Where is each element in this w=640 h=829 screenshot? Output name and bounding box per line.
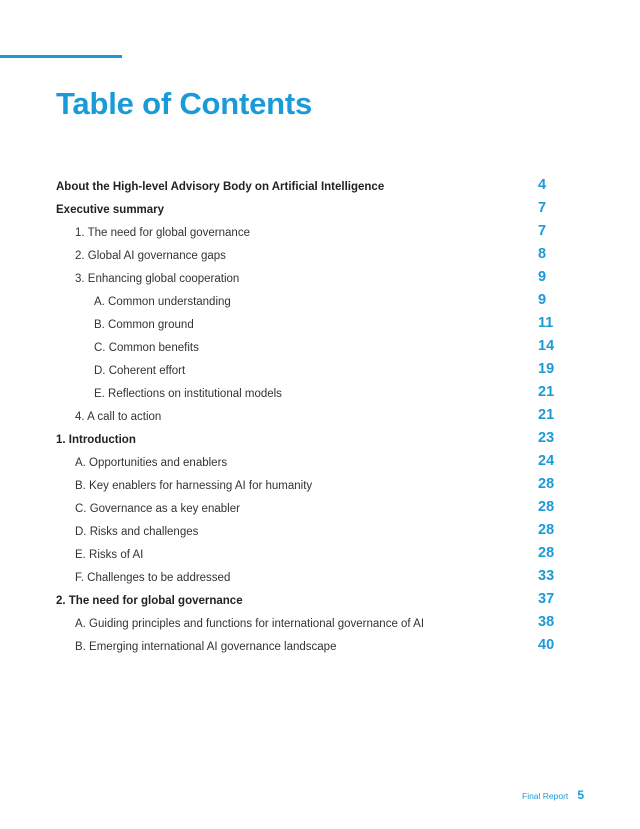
toc-entry-label: A. Opportunities and enablers bbox=[75, 457, 228, 469]
toc-entry-label: 3. Enhancing global cooperation bbox=[75, 273, 240, 285]
toc-entry[interactable] bbox=[56, 428, 556, 451]
toc-entry-page-number: 37 bbox=[538, 591, 555, 607]
toc-entry[interactable] bbox=[56, 267, 556, 290]
toc-entry[interactable] bbox=[56, 290, 556, 313]
toc-entry[interactable] bbox=[56, 520, 556, 543]
toc-entry-page-number: 9 bbox=[538, 269, 547, 285]
toc-entry-page-number: 14 bbox=[538, 338, 555, 354]
toc-entry-page-number: 28 bbox=[538, 545, 555, 561]
toc-entry[interactable] bbox=[56, 382, 556, 405]
toc-entry-label: D. Coherent effort bbox=[94, 365, 186, 377]
toc-entry-label: 2. The need for global governance bbox=[56, 595, 243, 607]
toc-entry-page-number: 19 bbox=[538, 361, 555, 377]
toc-entry-page-number: 28 bbox=[538, 522, 555, 538]
table-of-contents bbox=[56, 175, 556, 658]
toc-entry[interactable] bbox=[56, 451, 556, 474]
toc-entry[interactable] bbox=[56, 336, 556, 359]
toc-entry-label: B. Common ground bbox=[94, 319, 194, 331]
toc-entry[interactable] bbox=[56, 474, 556, 497]
toc-entry-label: D. Risks and challenges bbox=[75, 526, 199, 538]
toc-entry-page-number: 28 bbox=[538, 476, 555, 492]
toc-entry-label: About the High-level Advisory Body on Artificial Intelligence bbox=[56, 181, 385, 193]
toc-entry-label: B. Key enablers for harnessing AI for humanity bbox=[75, 480, 313, 492]
toc-entry-page-number: 24 bbox=[538, 453, 555, 469]
toc-entry-page-number: 11 bbox=[538, 315, 554, 331]
toc-entry[interactable] bbox=[56, 589, 556, 612]
toc-entry-label: 4. A call to action bbox=[75, 411, 162, 423]
toc-entry-label: E. Reflections on institutional models bbox=[94, 388, 282, 400]
toc-entry-label: B. Emerging international AI governance landscape bbox=[75, 641, 337, 653]
toc-entry[interactable] bbox=[56, 566, 556, 589]
toc-entry-label: 1. The need for global governance bbox=[75, 227, 250, 239]
toc-entry-page-number: 4 bbox=[538, 177, 547, 193]
accent-line bbox=[0, 55, 122, 58]
page-footer bbox=[522, 788, 584, 802]
toc-entry-label: 1. Introduction bbox=[56, 434, 136, 446]
footer-page-number: 5 bbox=[577, 788, 584, 802]
footer-report-label: Final Report bbox=[522, 791, 569, 801]
toc-entry[interactable] bbox=[56, 359, 556, 382]
toc-entry-page-number: 33 bbox=[538, 568, 555, 584]
toc-entry[interactable] bbox=[56, 497, 556, 520]
toc-entry-page-number: 21 bbox=[538, 407, 555, 423]
toc-entry-label: C. Governance as a key enabler bbox=[75, 503, 240, 515]
toc-entry-label: E. Risks of AI bbox=[75, 549, 144, 561]
toc-entry-page-number: 40 bbox=[538, 637, 555, 653]
toc-entry[interactable] bbox=[56, 313, 556, 336]
toc-entry[interactable] bbox=[56, 612, 556, 635]
toc-entry[interactable] bbox=[56, 198, 556, 221]
toc-entry-label: C. Common benefits bbox=[94, 342, 199, 354]
page-title: Table of Contents bbox=[56, 86, 313, 121]
toc-entry-page-number: 8 bbox=[538, 246, 547, 262]
toc-entry-label: 2. Global AI governance gaps bbox=[75, 250, 226, 262]
toc-entry-page-number: 38 bbox=[538, 614, 555, 630]
toc-entry-page-number: 21 bbox=[538, 384, 555, 400]
toc-entry-page-number: 7 bbox=[538, 223, 547, 239]
toc-entry[interactable] bbox=[56, 175, 556, 198]
toc-entry-page-number: 7 bbox=[538, 200, 547, 216]
toc-entry-page-number: 23 bbox=[538, 430, 555, 446]
toc-entry-label: F. Challenges to be addressed bbox=[75, 572, 231, 584]
toc-entry[interactable] bbox=[56, 244, 556, 267]
toc-entry[interactable] bbox=[56, 635, 556, 658]
toc-entry[interactable] bbox=[56, 405, 556, 428]
toc-entry-label: A. Common understanding bbox=[94, 296, 231, 308]
toc-entry-page-number: 9 bbox=[538, 292, 547, 308]
toc-entry[interactable] bbox=[56, 221, 556, 244]
toc-entry-label: A. Guiding principles and functions for international governance of AI bbox=[75, 618, 425, 630]
toc-entry[interactable] bbox=[56, 543, 556, 566]
toc-entry-label: Executive summary bbox=[56, 204, 165, 216]
toc-entry-page-number: 28 bbox=[538, 499, 555, 515]
